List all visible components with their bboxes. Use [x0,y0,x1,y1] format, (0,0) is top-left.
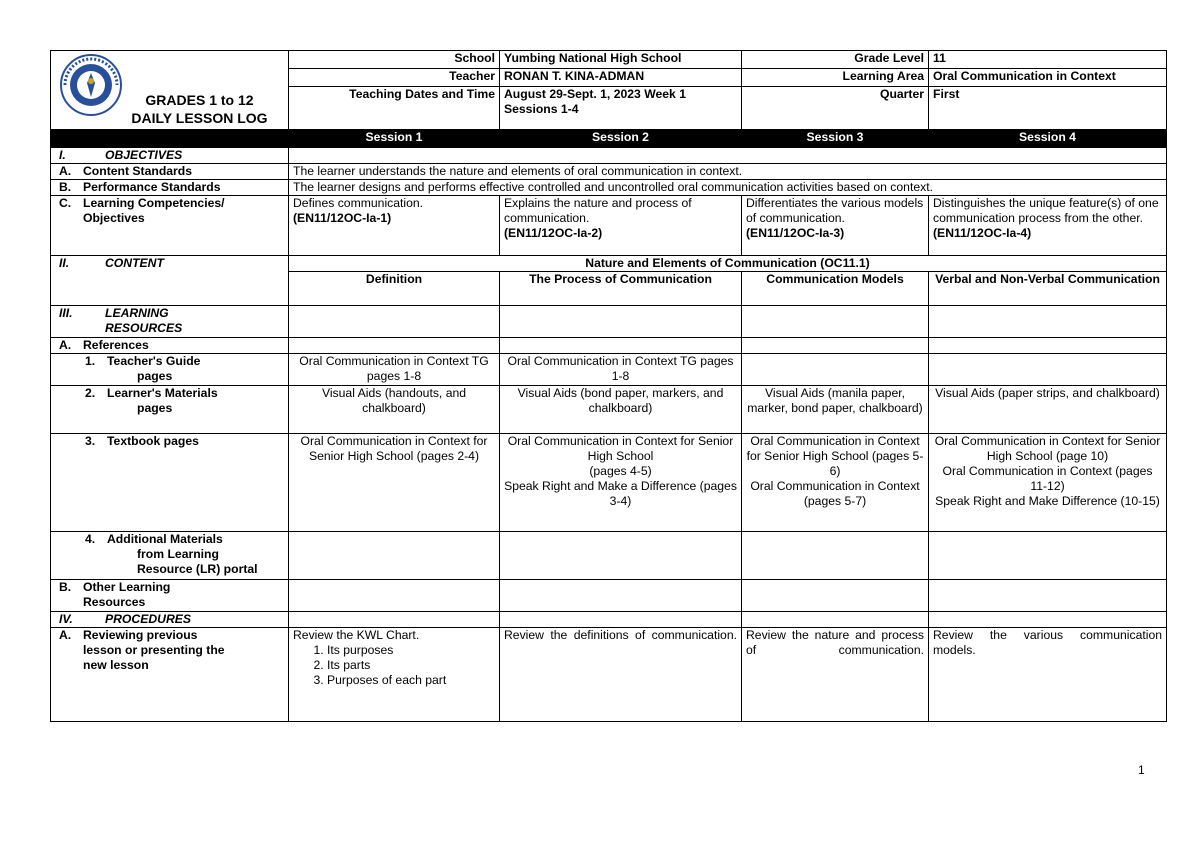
blank-cell [929,338,1167,354]
blank-cell [929,306,1167,338]
blank-cell [500,306,742,338]
quarter-value: First [929,87,1167,130]
list-item: 2. Its parts [327,658,495,673]
blank-cell [500,612,742,628]
blank-cell [500,580,742,612]
session-1-header: Session 1 [289,130,500,148]
competency-session-1: Defines communication. (EN11/12OC-Ia-1) [289,196,500,256]
teacher-value: RONAN T. KINA-ADMAN [500,69,742,87]
tb-session-3: Oral Communication in Context for Senior High School (pages 5-6) Oral Communication in Context (pages 5-7) [742,434,929,532]
learning-area-value: Oral Communication in Context [929,69,1167,87]
content-topic: Nature and Elements of Communication (OC11.1) [289,256,1167,272]
competencies-label: C. Learning Competencies/ Objectives [51,196,289,256]
daily-lesson-log-table [50,50,1167,722]
learning-area-label: Learning Area [742,69,929,87]
subtopic-session-2: The Process of Communication [500,272,742,306]
blank-cell [289,580,500,612]
grade-level-label: Grade Level [742,51,929,69]
procedures-heading: IV. PROCEDURES [51,612,289,628]
review-session-1: Review the KWL Chart. 1. Its purposes 2. Its parts 3. Purposes of each part [289,628,500,722]
header-logo-cell [51,51,289,130]
lm-session-4: Visual Aids (paper strips, and chalkboard) [929,386,1167,434]
competency-session-4: Distinguishes the unique feature(s) of one communication process from the other. (EN11/12OC-Ia-4) [929,196,1167,256]
session-2-header: Session 2 [500,130,742,148]
objectives-heading: I. OBJECTIVES [51,148,289,164]
blank-cell [500,532,742,580]
blank-cell [289,306,500,338]
session-4-header: Session 4 [929,130,1167,148]
review-session-2: Review the definitions of communication. [500,628,742,722]
tb-session-4: Oral Communication in Context for Senior High School (page 10) Oral Communication in Context (pages 11-12) Speak Right and Make Difference (10-15) [929,434,1167,532]
grade-level-value: 11 [929,51,1167,69]
subtopic-session-3: Communication Models [742,272,929,306]
blank-cell [289,612,500,628]
performance-standards-value: The learner designs and performs effective controlled and uncontrolled oral communication activities based on context. [289,180,1167,196]
performance-standards-label: B. Performance Standards [51,180,289,196]
list-item: 1. Its purposes [327,643,495,658]
blank-cell [500,338,742,354]
tg-session-3 [742,354,929,386]
blank-cell [742,306,929,338]
review-session-4: Review the various communication models. [929,628,1167,722]
blank-cell [289,338,500,354]
tg-session-1: Oral Communication in Context TG pages 1-8 [289,354,500,386]
teachers-guide-label: 1. Teacher's Guide pages [51,354,289,386]
learning-resources-heading: III. LEARNING RESOURCES [51,306,289,338]
lm-session-2: Visual Aids (bond paper, markers, and chalkboard) [500,386,742,434]
other-resources-label: B. Other Learning Resources [51,580,289,612]
blank-cell [289,532,500,580]
competency-session-2: Explains the nature and process of communication. (EN11/12OC-Ia-2) [500,196,742,256]
objectives-blank [289,148,1167,164]
teaching-dates-value: August 29-Sept. 1, 2023 Week 1 Sessions 1-4 [500,87,742,130]
blank-cell [742,338,929,354]
blank-cell [929,580,1167,612]
sessions-band-blank [51,130,289,148]
tg-session-4 [929,354,1167,386]
blank-cell [742,612,929,628]
references-label: A. References [51,338,289,354]
tb-session-2: Oral Communication in Context for Senior High School (pages 4-5) Speak Right and Make a Difference (pages 3-4) [500,434,742,532]
content-standards-label: A. Content Standards [51,164,289,180]
content-heading: II. CONTENT [51,256,289,306]
blank-cell [742,532,929,580]
blank-cell [742,580,929,612]
school-label: School [289,51,500,69]
lm-session-3: Visual Aids (manila paper, marker, bond paper, chalkboard) [742,386,929,434]
quarter-label: Quarter [742,87,929,130]
additional-materials-label: 4. Additional Materials from Learning Resource (LR) portal [51,532,289,580]
content-standards-value: The learner understands the nature and elements of oral communication in context. [289,164,1167,180]
review-list [293,643,495,688]
review-session-3: Review the nature and process of communication. [742,628,929,722]
blank-cell [929,532,1167,580]
subtopic-session-4: Verbal and Non-Verbal Communication [929,272,1167,306]
tg-session-2: Oral Communication in Context TG pages 1-8 [500,354,742,386]
page-number: 1 [1138,763,1145,777]
teacher-label: Teacher [289,69,500,87]
blank-cell [929,612,1167,628]
session-3-header: Session 3 [742,130,929,148]
competency-session-3: Differentiates the various models of communication. (EN11/12OC-Ia-3) [742,196,929,256]
reviewing-lesson-label: A. Reviewing previous lesson or presenting the new lesson [51,628,289,722]
textbook-pages-label: 3. Textbook pages [51,434,289,532]
document-title: GRADES 1 to 12 DAILY LESSON LOG [131,92,268,126]
school-value: Yumbing National High School [500,51,742,69]
list-item: 3. Purposes of each part [327,673,495,688]
subtopic-session-1: Definition [289,272,500,306]
lm-session-1: Visual Aids (handouts, and chalkboard) [289,386,500,434]
tb-session-1: Oral Communication in Context for Senior High School (pages 2-4) [289,434,500,532]
learners-materials-label: 2. Learner's Materials pages [51,386,289,434]
teaching-dates-label: Teaching Dates and Time [289,87,500,130]
